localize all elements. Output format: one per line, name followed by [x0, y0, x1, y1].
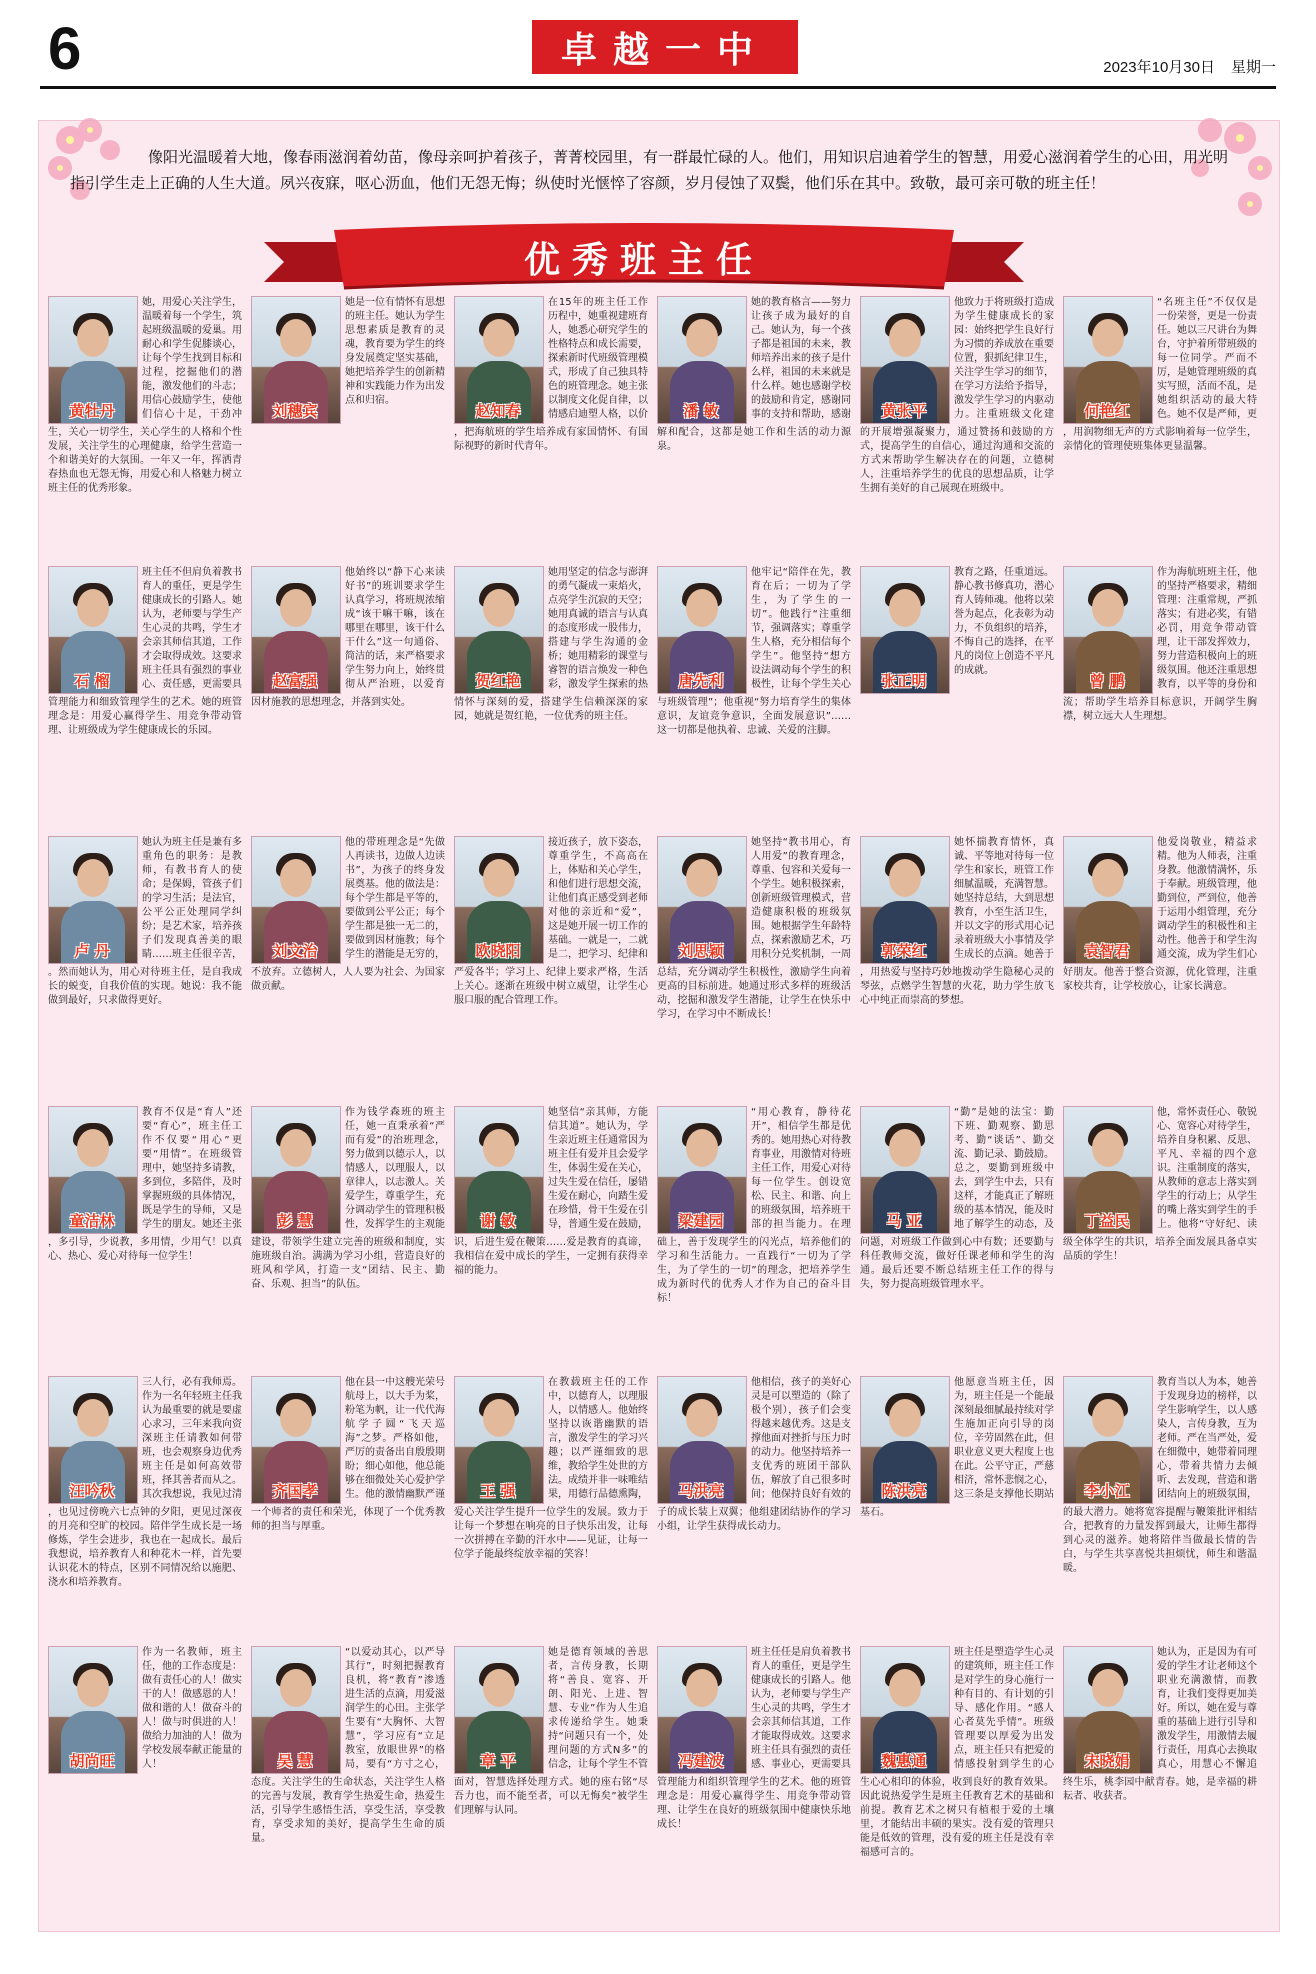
portrait-head: [686, 1399, 718, 1437]
teacher-bio: 不放弃。立德树人，人人要为社会、为国家做贡献。: [251, 967, 445, 992]
teacher-card: [48, 566, 242, 824]
teacher-name: 郭荣红: [881, 942, 927, 960]
teacher-bio: 态度。关注学生的生命状态，关注学生人格的完善与发展，教育学生热爱生命，热爱生活，引导学生感悟生活，享受生活，享受教育，享受求知的美好，提高学生生命的质量。: [251, 1777, 445, 1844]
teacher-bio-side: 她是一位有情怀有思想的班主任。她认为学生思想素质是教育的灵魂，教育要为学生的终身发展奠定坚实基础，她把培养学生的创新精神和实践能力作为出发点和归宿。: [345, 297, 445, 406]
page-header: [0, 0, 1316, 88]
portrait-head: [77, 589, 109, 627]
teacher-bio: ，也见过傍晚六七点钟的夕阳，更见过深夜的月亮和空旷的校园。陪伴学生成长是一场修炼，学生会进步，我也在一起成长。最后我想说，培养教育人和种花木一样，首先要认识花木的特点，区别不同情况给以施肥、浇水和培养教育。: [48, 1507, 242, 1588]
teacher-bio: 情怀与深刻的爱，搭建学生信赖深深的家园，她就是贺红艳，一位优秀的班主任。: [454, 697, 648, 722]
teacher-card: [48, 1376, 242, 1634]
teacher-card: [1063, 296, 1257, 554]
teacher-name: 何艳红: [1084, 402, 1130, 420]
teacher-card: [48, 296, 242, 554]
teacher-name: 王 强: [480, 1482, 516, 1500]
portrait-head: [280, 1129, 312, 1167]
portrait-head: [686, 589, 718, 627]
portrait-head: [483, 1669, 515, 1707]
portrait-head: [889, 1669, 921, 1707]
teacher-name: 潘 敏: [683, 402, 719, 420]
teacher-bio-side: 她，用爱心关注学生，温暖着每一个学生，筑起班级温暖的爱巢。用耐心和学生促膝谈心，让每个学生找到目标和过程，挖掘他们的潜能，激发他们的斗志；用信心鼓励学生，使他们信心十足，干劲冲: [142, 297, 242, 420]
issue-date: [1103, 56, 1276, 77]
teacher-bio: 识，后进生爱在鞭策……爱是教育的真谛，我相信在爱中成长的学生，一定拥有获得幸福的能力。: [454, 1237, 648, 1276]
teacher-card: [860, 566, 1054, 824]
teacher-bio-side: 她坚持“教书用心，育人用爱”的教育理念，尊重、包容和关爱每一个学生。她积极探索，创新班级管理模式，营造健康积极的班级氛围。她根据学生年龄特点，探索激励艺术，巧用积分兑奖机制，一周: [751, 837, 851, 960]
teacher-card: [251, 566, 445, 824]
teacher-name: 齐国孝: [272, 1482, 318, 1500]
teacher-card: [251, 1646, 445, 1904]
teacher-name: 丁益民: [1084, 1212, 1130, 1230]
teacher-name: 章 平: [480, 1752, 516, 1770]
teacher-card: [1063, 836, 1257, 1094]
teacher-bio-side: 他在县一中这艘光荣号航母上，以大手为桨，粉笔为帆，让一代代海航学子圆“飞天巡海”之梦。严格如他，严厉的责备出自殷殷期盼；细心如他，他总能够在细微处关心爱护学生。他的激情幽默严谨: [345, 1377, 445, 1500]
teacher-bio-side: 班主任不但肩负着教书育人的重任，更是学生健康成长的引路人。她认为，老师要与学生产生心灵的共鸣，学生才会亲其师信其道，工作才会取得成效。这要求班主任具有强烈的事业心、责任感，更需要具: [142, 567, 242, 690]
portrait-head: [1092, 859, 1124, 897]
teacher-bio-side: 她的教育格言——努力让孩子成为最好的自己。她认为，每一个孩子都是祖国的未来，教师培养出来的孩子是什么样，祖国的未来就是什么样。她也感谢学校的鼓励和肯定，感谢同事的支持和帮助，感谢: [751, 297, 851, 420]
teacher-bio: 的开展增强凝聚力，通过赞扬和鼓励的方式，提高学生的自信心，通过沟通和交流的方式来帮助学生解决存在的问题，立德树人，注重培养学生的优良的思想品质，让学生拥有美好的自己展现在班级中。: [860, 427, 1054, 494]
teacher-name: 黄张平: [881, 402, 927, 420]
teacher-bio-side: 作为一名教师，班主任，他的工作态度是：做有责任心的人！做实干的人！做感恩的人！做和谐的人！做奋斗的人！做与时俱进的人！做给力加油的人！做为学校发展奉献正能量的人！: [142, 1647, 242, 1770]
teacher-bio: 总结，充分调动学生积极性，激励学生向着更高的目标前进。她通过形式多样的班级活动，挖掘和激发学生潜能，让学生在快乐中学习，在学习中不断成长！: [657, 967, 851, 1020]
teacher-bio-side: “名班主任”不仅仅是一份荣誉，更是一份责任。她以三尺讲台为舞台，守护着所带班级的每一位同学。严而不厉，是她管理班级的真实写照，活而不乱，是她组织活动的最大特色。她不仅是严师，更: [1157, 297, 1257, 420]
teacher-bio: 与班级管理”；他重视“努力培育学生的集体意识，友谊竞争意识，全面发展意识”……这一切都是他执着、忠诚、关爱的注脚。: [657, 697, 851, 736]
teacher-card: [454, 1376, 648, 1634]
teacher-name: 曾 鹏: [1089, 672, 1125, 690]
teacher-bio-side: 教育之路，任重道远。静心教书修真功，潜心育人铸师魂。他将以荣誉为起点，化表彰为动力，不负组织的培养，不悔自己的选择，在平凡的岗位上创造不平凡的成就。: [954, 567, 1054, 676]
teacher-card: [657, 836, 851, 1094]
portrait-head: [889, 319, 921, 357]
teacher-bio-side: 她认为，正是因为有可爱的学生才让老师这个职业充满激情，而教育，让我们变得更加美好。所以，她在爱与尊重的基础上进行引导和激发学生，用激情去履行责任，用真心去换取真心，用慧心不懈追: [1157, 1647, 1257, 1770]
teacher-bio: [860, 696, 1054, 824]
portrait-head: [889, 1399, 921, 1437]
portrait-head: [889, 589, 921, 627]
portrait-head: [483, 589, 515, 627]
teacher-name: 卢 丹: [74, 942, 110, 960]
teacher-bio-side: 班主任任是肩负着教书育人的重任，更是学生健康成长的引路人。他认为，老师要与学生产生心灵的共鸣，学生才会亲其师信其道，工作才能取得成效。这要求班主任具有强烈的责任感、事业心，更需要具: [751, 1647, 851, 1770]
teacher-grid: [48, 296, 1268, 1916]
teacher-bio: 爱心关注学生提升一位学生的发展。致力于让每一个梦想在响亮的日子快乐出发，让每一次拼搏在辛勤的汗水中——见证，让每一位学子能最终绽放幸福的笑容！: [454, 1507, 648, 1560]
teacher-bio: [251, 426, 445, 554]
portrait-head: [1092, 319, 1124, 357]
teacher-bio: 建设，带领学生建立完善的班级和制度，实施班级自治。满满为学习小组，营造良好的班风和学风，打造一支“团结、民主、勤奋、乐观、担当”的队伍。: [251, 1237, 445, 1290]
portrait-head: [280, 1399, 312, 1437]
teacher-name: 赵知春: [475, 402, 521, 420]
teacher-card: [657, 296, 851, 554]
teacher-card: [657, 1376, 851, 1634]
teacher-name: 马 亚: [886, 1212, 922, 1230]
teacher-bio: 一个师者的责任和荣光，体现了一个优秀教师的担当与厚重。: [251, 1507, 445, 1532]
portrait-head: [483, 319, 515, 357]
teacher-name: 谢 敏: [480, 1212, 516, 1230]
teacher-name: 冯建波: [678, 1752, 724, 1770]
teacher-name: 张正明: [881, 672, 927, 690]
teacher-card: [454, 296, 648, 554]
teacher-bio-side: 他牢记“陪伴在先，教育在后；一切为了学生，为了学生的一切”。他践行“注重细节，强调落实；尊重学生人格，充分相信每个学生”。他坚持“想方设法调动每个学生的积极性，让每个学生关心: [751, 567, 851, 690]
teacher-name: 吴 慧: [277, 1752, 313, 1770]
teacher-bio: ，用润物细无声的方式影响着每一位学生，亲情化的管理使班集体更显温馨。: [1063, 427, 1257, 452]
teacher-bio: 解和配合，这都是她工作和生活的动力源泉。: [657, 427, 851, 452]
teacher-bio-side: 她怀揣教育情怀，真诚、平等地对待每一位学生和家长，班管工作细腻温暖，充满智慧。她坚持总结，大到思想教育，小至生活卫生，并以文字的形式用心记录着班级大小事情及学生成长的点滴。她善于: [954, 837, 1054, 960]
teacher-card: [1063, 1376, 1257, 1634]
teacher-name: 胡尚旺: [69, 1752, 115, 1770]
teacher-card: [1063, 566, 1257, 824]
teacher-bio: 。然而她认为，用心对待班主任，是自我成长的蜕变，自我价值的实现。她说：我不能做到最好，只求做得更好。: [48, 967, 242, 1006]
teacher-bio: 因材施教的思想理念，并落到实处。: [251, 697, 411, 708]
teacher-card: [860, 1646, 1054, 1904]
teacher-bio-side: 她是德育领域的善思者，言传身教，长期将“善良、宽容、开朗、阳光、上进、智慧、专业”作为人生追求传递给学生。她秉持“问题只有一个，处理问题的方式N多”的信念，让每个学生不管: [548, 1647, 648, 1770]
portrait-head: [483, 1129, 515, 1167]
teacher-bio-side: 在15年的班主任工作历程中，她重视建班育人，她悉心研究学生的性格特点和成长需要，探索新时代班级管理模式，形成了自己独具特色的班管理念。她主张以制度文化促自律，以情感启迪塑人格，以价: [548, 297, 648, 420]
portrait-head: [1092, 1669, 1124, 1707]
teacher-bio: 流；帮助学生培养目标意识，开阔学生胸襟，树立远大人生理想。: [1063, 697, 1257, 722]
teacher-bio-side: 作为海航班班主任，他的坚持严格要求，精细管理：注重常规，严抓落实；有进必奖，有错必罚，用竞争带动管理，让干部发挥效力，努力营造积极向上的班级氛围。他还注重思想教育，以平等的身份和: [1157, 567, 1257, 690]
portrait-head: [280, 1669, 312, 1707]
portrait-head: [889, 1129, 921, 1167]
teacher-name: 赵富强: [272, 672, 318, 690]
teacher-name: 童洁林: [69, 1212, 115, 1230]
teacher-card: [657, 566, 851, 824]
teacher-name: 陈洪亮: [881, 1482, 927, 1500]
portrait-head: [1092, 589, 1124, 627]
teacher-card: [454, 1646, 648, 1904]
teacher-name: 魏惠通: [881, 1752, 927, 1770]
teacher-bio: 终生乐，桃李园中献青春。她，是幸福的耕耘者、收获者。: [1063, 1777, 1257, 1802]
teacher-bio: ，把海航班的学生培养成有家国情怀、有国际视野的新时代青年。: [454, 427, 648, 452]
teacher-name: 黄牡丹: [69, 402, 115, 420]
teacher-bio: 管理能力和组织管理学生的艺术。他的班管理念是：用爱心赢得学生、用竞争带动管理、让学生在良好的班级氛围中健康快乐地成长！: [657, 1777, 851, 1830]
portrait-head: [280, 319, 312, 357]
teacher-name: 宋晓娟: [1084, 1752, 1130, 1770]
teacher-card: [251, 836, 445, 1094]
weekday-text: 星期一: [1230, 59, 1276, 76]
teacher-bio-side: “用心教育，静待花开”，相信学生都是优秀的。她用热心对待教育事业，用激情对待班主任工作，用爱心对待每一位学生。创设宽松、民主、和谐、向上的班级氛围，培养班干部的担当能力。在理: [751, 1107, 851, 1230]
intro-paragraph: 像阳光温暖着大地，像春雨滋润着幼苗，像母亲呵护着孩子，菁菁校园里，有一群最忙碌的人。他们，用知识启迪着学生的智慧，用爱心滋润着学生的心田，用光明指引学生走上正确的人生大道。夙兴夜寐，呕心沥血，他们无怨无悔；纵使时光惬悴了容颜，岁月侵蚀了双鬓，他们乐在其中。致敬，最可亲可敬的班主任！: [70, 148, 1229, 192]
teacher-bio: 的最大潜力。她将宽容提醒与鞭策批评相结合，把教育的力量发挥到最大，让师生都得到心灵的滋养。她将陪伴当做最长情的告白，与学生共享喜悦共担烦忧，师生和谐温暖。: [1063, 1507, 1257, 1574]
teacher-bio-side: 作为钱学森班的班主任，她一直秉承着“严而有爱”的治班理念，努力做到以德示人，以情感人，以理服人，以章律人，以志激人。关爱学生，尊重学生，充分调动学生的管理积极性，发挥学生的主观能: [345, 1107, 445, 1230]
teacher-name: 唐先利: [678, 672, 724, 690]
portrait-head: [77, 1669, 109, 1707]
portrait-head: [686, 859, 718, 897]
teacher-bio-side: 三人行，必有我师焉。作为一名年轻班主任我认为最重要的就是要虚心求习，三年来我向资深班主任请教如何带班，也会观察身边优秀班主任是如何高效带班，择其善者而从之。其次我想说，我见过清: [142, 1377, 242, 1500]
teacher-bio: 好朋友。他善于整合资源，优化管理，注重家校共育，让学校放心，让家长满意。: [1063, 967, 1257, 992]
date-text: 2023年10月30日: [1103, 59, 1215, 76]
portrait-head: [77, 319, 109, 357]
teacher-name: 刘思颖: [678, 942, 724, 960]
teacher-bio-side: 教育当以人为本，她善于发现身边的榜样，以学生影响学生，以人感染人，言传身教，互为老师。严在当严处，爱在细微中，她带着同理心，带着共情力去倾听、去发现，营造和谐团结向上的班级氛围，: [1157, 1377, 1257, 1500]
portrait-head: [77, 1399, 109, 1437]
teacher-card: [657, 1646, 851, 1904]
teacher-card: [860, 1376, 1054, 1634]
portrait-head: [483, 1399, 515, 1437]
teacher-bio: 础上，善于发现学生的闪光点，培养他们的学习和生活能力。一直践行“一切为了学生，为了学生的一切”的理念，把培养学生成为新时代的优秀人才作为自己的奋斗目标！: [657, 1237, 851, 1304]
teacher-bio-side: 他愿意当班主任，因为，班主任是一个能最深刻最细腻最持续对学生施加正向引导的岗位，辛劳固然在此，但职业意义更大程度上也在此。公平守正，严慈相济，常怀悲悯之心，这三条是支撑他长期站: [954, 1377, 1054, 1500]
portrait-head: [77, 1129, 109, 1167]
teacher-name: 袁智君: [1084, 942, 1130, 960]
teacher-bio: 严爱各半；学习上、纪律上要求严格，生活上关心。逐渐在班级中树立威望，让学生心服口服的配合管理工作。: [454, 967, 648, 1006]
page-number: 6: [48, 15, 82, 82]
portrait-head: [686, 1129, 718, 1167]
teacher-bio: 问题，对班级工作做到心中有数；还要勤与科任教师交流，做好任课老师和学生的沟通。最后还要不断总结班主任工作的得与失，努力提高班级管理水平。: [860, 1237, 1054, 1290]
teacher-bio: 生心心相印的体验，收到良好的教育效果。因此说热爱学生是班主任教育艺术的基础和前提。教育艺术之树只有植根于爱的土壤里，才能结出丰硕的果实。没有爱的管理只能是低效的管理，没有爱的班主任是没有幸福感可言的。: [860, 1777, 1054, 1858]
teacher-name: 石 榴: [74, 672, 110, 690]
teacher-card: [1063, 1106, 1257, 1364]
teacher-bio: 级全体学生的共识，培养全面发展具备卓实品质的学生！: [1063, 1237, 1257, 1262]
teacher-bio-side: 他的带班理念是“先做人再读书，边做人边读书”，为孩子的终身发展奠基。他的做法是：每个学生都是平等的，要做到公平公正；每个学生都是独一无二的，要做到因材施教；每个学生的潜能是无穷的，: [345, 837, 445, 960]
teacher-card: [251, 1106, 445, 1364]
teacher-card: [860, 836, 1054, 1094]
portrait-head: [1092, 1399, 1124, 1437]
teacher-card: [251, 1376, 445, 1634]
teacher-bio: 生，关心一切学生，关心学生的人格和个性发展，关注学生的心理健康，给学生营造一个和谐美好的大氛围。一年又一年，挥洒青春热血也无怨无悔，用爱心和人格魅力树立班主任的优秀形象。: [48, 427, 242, 494]
teacher-bio-side: 他相信，孩子的美好心灵是可以塑造的（除了极个别），孩子们会变得越来越优秀。这是支撑他面对挫折与压力时的动力。他坚持培养一支优秀的班团干部队伍，解放了自己很多时间；他保持良好有效的: [751, 1377, 851, 1500]
portrait-head: [686, 319, 718, 357]
teacher-name: 刘文治: [272, 942, 318, 960]
teacher-name: 贺红艳: [475, 672, 521, 690]
masthead: 卓越一中: [532, 20, 798, 74]
portrait-head: [280, 859, 312, 897]
teacher-bio: ，多引导，少说教，多用情，少用气！以真心、热心、爱心对待每一位学生！: [48, 1237, 242, 1262]
portrait-head: [280, 589, 312, 627]
teacher-card: [860, 1106, 1054, 1364]
teacher-name: 李小江: [1084, 1482, 1130, 1500]
teacher-bio-side: 他致力于将班级打造成为学生健康成长的家园：始终把学生良好行为习惯的养成放在重要位置，狠抓纪律卫生，关注学生学习的细节，在学习方法给予指导，激发学生学习的内驱动力。注重班级文化建: [954, 297, 1054, 420]
teacher-bio: 管理能力和细致管理学生的艺术。她的班管理念是：用爱心赢得学生、用竞争带动管理、让班级成为学生健康成长的乐园。: [48, 697, 242, 736]
teacher-name: 汪吟秋: [69, 1482, 115, 1500]
teacher-card: [454, 1106, 648, 1364]
teacher-bio-side: 接近孩子，放下姿态，尊重学生，不高高在上，体贴和关心学生，和他们进行思想交流，让他们真正感受到老师对他的亲近和“爱”，这是她开展一切工作的基础。一就是一，二就是二，把学习、纪律和: [548, 837, 648, 960]
teacher-name: 刘穗宾: [272, 402, 318, 420]
teacher-card: [860, 296, 1054, 554]
teacher-name: 欧晓阳: [475, 942, 521, 960]
teacher-card: [48, 836, 242, 1094]
teacher-bio-side: 在教载班主任的工作中，以德育人，以理服人，以情感人。他始终坚持以诙谐幽默的语言，激发学生的学习兴趣；以严谨细致的思维，教给学生处世的方法。成绩并非一味唯结果，用德行品德熏陶，: [548, 1377, 648, 1500]
teacher-bio-side: 她用坚定的信念与澎湃的勇气凝成一束焰火，点亮学生沉寂的天空；她用真诚的语言与认真的态度形成一股伟力，搭建与学生沟通的金桥；她用精彩的课堂与睿智的语言焕发一种色彩，激发学生探索的热: [548, 567, 648, 690]
teacher-card: [454, 836, 648, 1094]
teacher-name: 梁建园: [678, 1212, 724, 1230]
teacher-bio: [48, 1776, 242, 1904]
teacher-bio: 基石。: [860, 1507, 890, 1518]
teacher-bio-side: 他爱岗敬业，精益求精。他为人师表，注重身教。他激情满怀，乐于奉献。班级管理，他勤到位，严到位，他善于运用小组管理，充分调动学生的积极性和主动性。他善于和学生沟通交流，成为学生们心: [1157, 837, 1257, 960]
portrait-head: [77, 859, 109, 897]
portrait-head: [483, 859, 515, 897]
teacher-name: 彭 慧: [277, 1212, 313, 1230]
teacher-bio: ，用热爱与坚持巧妙地拨动学生隐秘心灵的琴弦，点燃学生智慧的火花，助力学生放飞心中纯正而崇高的梦想。: [860, 967, 1054, 1006]
header-rule: [40, 86, 1276, 89]
teacher-card: [48, 1646, 242, 1904]
portrait-head: [686, 1669, 718, 1707]
teacher-bio: 面对，智慧选择处理方式。她的座右铭“尽吾力也，而不能至者，可以无悔矣”被学生们理解与认同。: [454, 1777, 648, 1816]
teacher-bio-side: 她认为班主任是兼有多重角色的职务：是教师，有教书育人的使命；是保姆，管孩子们的学习生活；是法官，公平公正处理同学纠纷；是艺术家，培养孩子们发现真善美的眼睛……班主任很辛苦，: [142, 837, 242, 960]
teacher-bio-side: 教育不仅是“育人”还要“育心”，班主任工作不仅要“用心”更要“用情”。在班级管理中，她坚持多请教，多到位，多陪伴，及时掌握班级的具体情况，既是学生的导师，又是学生的朋友。她还主张: [142, 1107, 242, 1230]
portrait-head: [889, 859, 921, 897]
teacher-card: [1063, 1646, 1257, 1904]
teacher-card: [251, 296, 445, 554]
teacher-name: 马洪亮: [678, 1482, 724, 1500]
teacher-bio-side: 班主任是塑造学生心灵的建筑师，班主任工作是对学生的身心施行一种有目的、有计划的引导、感化作用。“感人心者莫先乎情”。班级管理要以厚爱为出发点，班主任只有把爱的情感投射到学生的心: [954, 1647, 1054, 1770]
portrait-head: [1092, 1129, 1124, 1167]
teacher-card: [454, 566, 648, 824]
teacher-bio-side: 她坚信“亲其师，方能信其道”。她认为，学生亲近班主任通常因为班主任有爱并且会爱学生，体弱生爱在关心，过失生爱在信任，屡错生爱在耐心，向踏生爱在珍惜，骨干生爱在引导，普通生爱在鼓励，: [548, 1107, 648, 1230]
section-title: 优秀班主任: [523, 239, 764, 281]
teacher-bio-side: “勤”是她的法宝：勤下班、勤观察、勤思考、勤“谈话”、勤交流、勤记录、勤鼓励。总之，要勤到班级中去，到学生中去，只有这样，才能真正了解班级的基本情况，能及时地了解学生的动态，及: [954, 1107, 1054, 1230]
teacher-card: [48, 1106, 242, 1364]
teacher-bio-side: 他始终以“静下心来读好书”的班训要求学生认真学习，将班规浓缩成“该干嘛干嘛，该在哪里在哪里，该干什么干什么”这一句通俗、简洁的话，来严格要求学生努力向上，始终贯彻从严治班，以爱育: [345, 567, 445, 690]
teacher-bio-side: “以爱动其心，以严导其行”，时刻把握教育良机，将“教育”渗透进生活的点滴，用爱滋润学生的心田。主张学生要有“大胸怀、大智慧”，学习应有“立足教室，放眼世界”的格局，要有“方寸之心，: [345, 1647, 445, 1770]
teacher-bio: 子的成长装上双翼；他组建团结协作的学习小组，让学生获得成长动力。: [657, 1507, 851, 1532]
teacher-card: [657, 1106, 851, 1364]
teacher-bio-side: 他，常怀责任心、敬锐心、宽容心对待学生，培养自身积累、反思、平凡、幸福的四个意识。注重制度的落实，从教师的意志上落实到学生的行动上；从学生的嘴上落实到学生的手上。他将“守好纪、读: [1157, 1107, 1257, 1230]
